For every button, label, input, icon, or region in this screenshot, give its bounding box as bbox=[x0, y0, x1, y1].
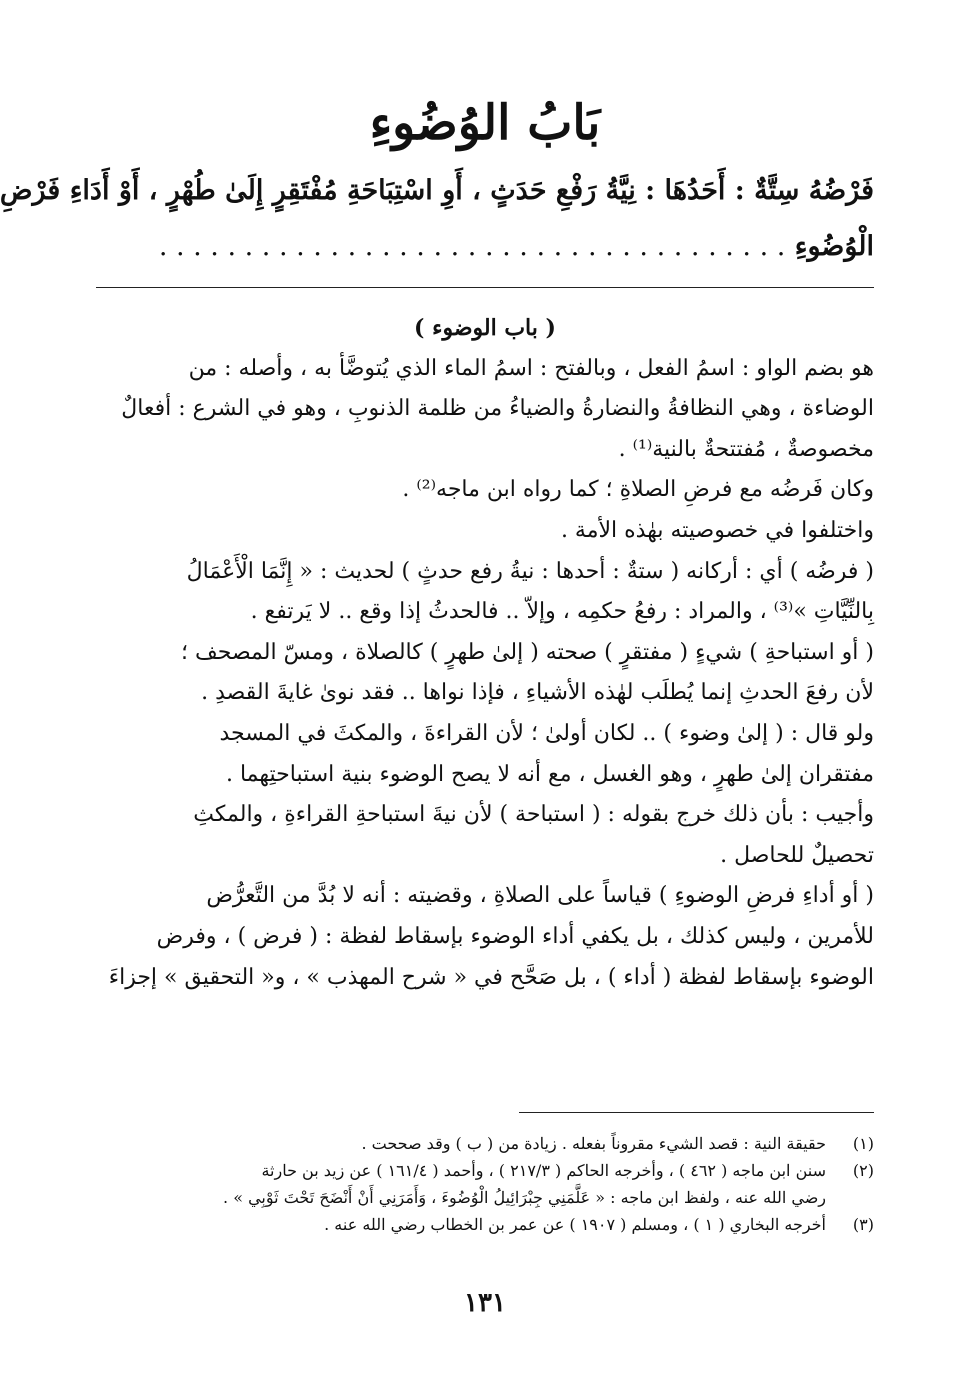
commentary-line: للأمرين ، وليس كذلك ، بل يكفي أداء الوضوء بإسقاط لفظة : ( فرض ) ، وفرض bbox=[156, 923, 874, 949]
commentary-line: الوضاءة ، وهي النظافةُ والنضارةُ والضياءُ من ظلمة الذنوبِ ، وهو في الشرع : أفعالٌ bbox=[121, 396, 874, 422]
commentary-line: مفتقران إلىٰ طهرٍ ، وهو الغسل ، مع أنه لا يصح الوضوء بنية استباحتِهما . bbox=[225, 761, 874, 787]
matn-text bbox=[0, 163, 874, 275]
commentary-line: هو بضم الواو : اسمُ الفعل ، وبالفتح : اسمُ الماء الذي يُتوضَّأ به ، وأصله : من bbox=[188, 355, 874, 381]
footnote-text: سنن ابن ماجه ( ٤٦٢ ) ، وأخرجه الحاكم ( ٢١٧/٣ ) ، وأحمد ( ١٦١/٤ ) عن زيد بن حارثة bbox=[261, 1161, 826, 1180]
matn-line-1: فَرْضُهُ سِتَّةٌ : أَحَدُهَا : نِيَّةُ رَفْعِ حَدَثٍ ، أَوِ اسْتِبَاحَةِ مُفْتَقِرٍ إِلَىٰ طُهْرٍ ، أَوْ أَدَاءِ فَرْضِ bbox=[0, 175, 874, 206]
page-number: ١٣١ bbox=[464, 1288, 506, 1318]
matn-line-2 bbox=[96, 219, 874, 275]
footnote-continuation bbox=[96, 1184, 874, 1211]
matn-line-2-text: الْوُضُوءِ bbox=[794, 231, 874, 262]
chapter-title: بَابُ الوُضُوءِ bbox=[369, 95, 601, 151]
footnote-number: (١) bbox=[852, 1134, 874, 1153]
commentary-line: ( أو استباحةِ ) شيءٍ ( مفتقرٍ ) صحته ( إلىٰ طهرٍ ) كالصلاة ، ومسّ المصحف ؛ bbox=[181, 639, 874, 665]
commentary-line: لأن رفعَ الحدثِ إنما يُطلَب لهٰذه الأشياءِ ، فإذا نواها .. فقد نوىٰ غايةَ القصدِ . bbox=[201, 680, 874, 706]
commentary-line: ( أو أداءِ فرضِ الوضوءِ ) قياساً على الصلاةِ ، وقضيته : أنه لا بُدَّ من التَّعرُّض bbox=[206, 883, 874, 909]
commentary-line: وكان فَرضُه مع فرضِ الصلاةِ ؛ كما رواه ابن ماجه⁽²⁾ . bbox=[402, 477, 874, 503]
footnotes bbox=[96, 1130, 874, 1238]
commentary-line: تحصيلٌ للحاصل . bbox=[720, 842, 874, 868]
footnote bbox=[96, 1130, 874, 1157]
commentary-line: الوضوء بإسقاط لفظة ( أداء ) ، بل صَحَّح في « شرح المهذب » ، و« التحقيق » إجزاءَ bbox=[108, 964, 874, 990]
commentary-line: ولو قال : ( إلىٰ وضوء ) .. لكان أولىٰ ؛ لأن القراءةَ ، والمكثَ في المسجد bbox=[219, 720, 874, 746]
footnote-text: حقيقة النية : قصد الشيء مقروناً بفعله . زيادة من ( ب ) وقد صححت . bbox=[361, 1134, 826, 1153]
footnote-text: رضي الله عنه ، ولفظ ابن ماجه : « عَلَّمَنِي جِبْرَائِيلُ الْوُضُوءَ ، وَأَمَرَنِي أَنْ أَنْضَحَ تَحْتَ ثَوْبِي » . bbox=[223, 1188, 826, 1207]
commentary-line: مخصوصةٌ ، مُفتتحةٌ بالنية⁽¹⁾ . bbox=[618, 436, 874, 462]
footnote-number: (٢) bbox=[852, 1161, 874, 1180]
footnote-divider bbox=[519, 1112, 874, 1113]
footnote-number: (٣) bbox=[852, 1215, 874, 1234]
commentary-text bbox=[96, 308, 874, 998]
commentary-line: وأجيب : بأن ذلك خرج بقوله : ( استباحة ) لأن نيةَ استباحةِ القراءةِ ، والمكثِ bbox=[193, 802, 874, 828]
section-divider bbox=[96, 287, 874, 288]
footnote bbox=[96, 1157, 874, 1184]
footnote bbox=[96, 1211, 874, 1238]
commentary-line: ( فرضُه ) أي : أركانه ( ستةٌ : أحدها : نيةُ رفع حدثٍ ) لحديث : « إِنَّمَا الْأَعْمَالُ bbox=[186, 558, 874, 584]
matn-dots: . . . . . . . . . . . . . . . . . . . . . . . . . . . . . . . . . . . . . bbox=[158, 231, 786, 262]
commentary-heading: ( باب الوضوء ) bbox=[414, 315, 556, 341]
commentary-line: بِالنِّيَّاتِ »⁽³⁾ ، والمراد : رفعُ حكمِه ، وإلاّ .. فالحدثُ إذا وقع .. لا يَرتفع . bbox=[250, 599, 874, 625]
footnote-text: أخرجه البخاري ( ١ ) ، ومسلم ( ١٩٠٧ ) عن عمر بن الخطاب رضي الله عنه . bbox=[324, 1215, 826, 1234]
commentary-line: واختلفوا في خصوصيته بهٰذه الأمة . bbox=[560, 517, 874, 543]
